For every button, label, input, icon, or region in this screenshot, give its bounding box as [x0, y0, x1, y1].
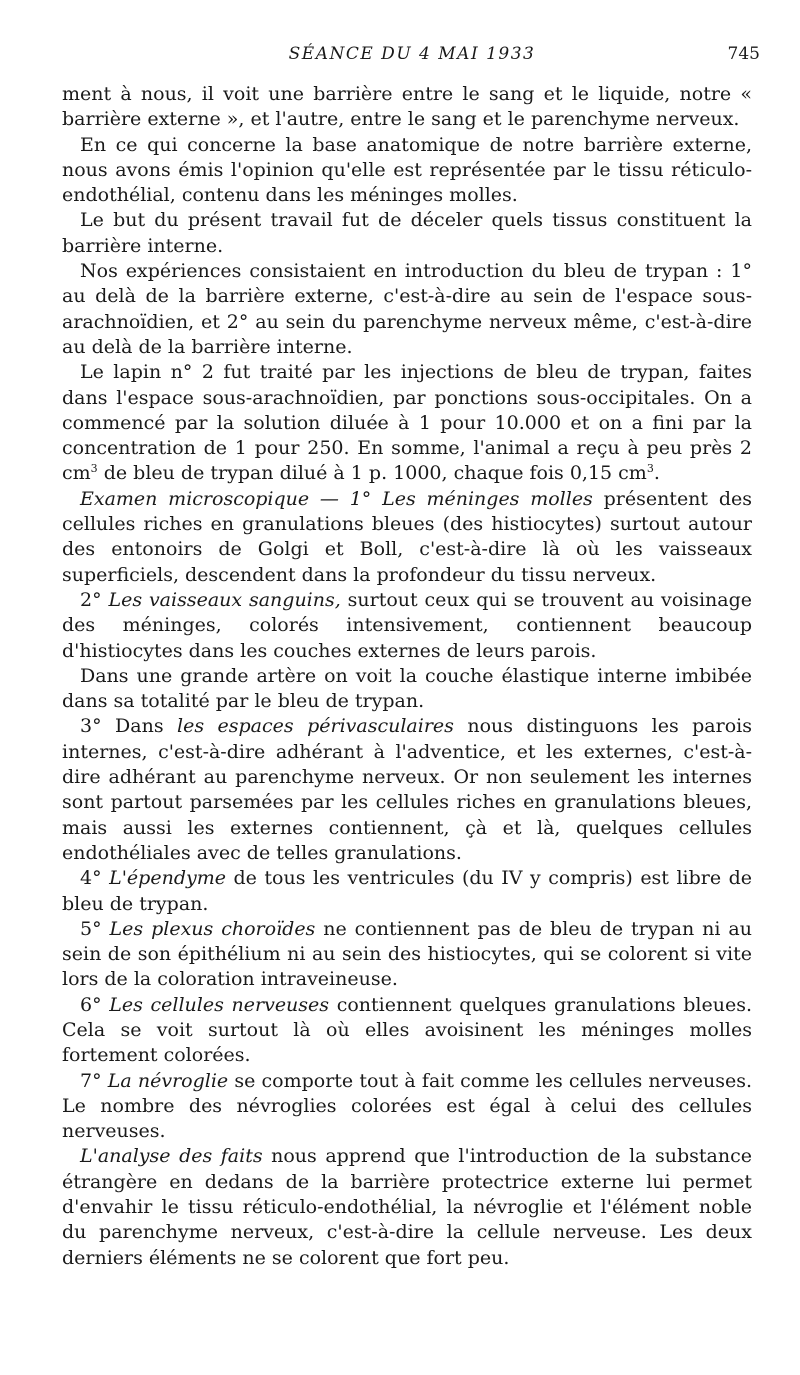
- paragraph-finding-4: [62, 866, 752, 917]
- page-number: 745: [727, 44, 760, 64]
- paragraph-text: ne contiennent pas de bleu de trypan ni au sein de son épithélium ni au sein des histiocytes, qui se colorent si vite lors de la coloration intraveineuse.: [62, 917, 752, 991]
- superscript: 3: [90, 462, 98, 476]
- running-head-title: SÉANCE DU 4 MAI 1933: [288, 44, 536, 64]
- paragraph-analysis: [62, 1144, 752, 1270]
- item-number: 4°: [80, 867, 102, 890]
- paragraph-continuation: [62, 82, 752, 133]
- body-text: [62, 82, 752, 1271]
- item-number: 2°: [80, 588, 102, 611]
- paragraph-artery: [62, 664, 752, 715]
- italic-term: Les méninges molles: [382, 487, 593, 510]
- paragraph-text: Dans: [101, 715, 178, 738]
- paragraph-text: nous distinguons les parois internes, c'est-à-dire adhérant à l'adventice, et les externes, c'est-à-dire adhérant au parenchyme nerveux. Or non seulement les internes sont partout parsemées par les cellules riches en granulations bleues, mais aussi les externes contiennent, çà et là, quelques cellules endothéliales avec de telles granulations.: [62, 715, 752, 864]
- italic-term: L'analyse des faits: [80, 1145, 263, 1168]
- item-number: 6°: [80, 993, 102, 1016]
- paragraph-text: En ce qui concerne la base anatomique de notre barrière externe, nous avons émis l'opinion qu'elle est représentée par le tissu réticulo-endothélial, contenu dans les méninges molles.: [62, 133, 752, 207]
- italic-term: Les plexus choroïdes: [109, 917, 316, 940]
- paragraph-text: surtout ceux qui se trouvent au voisinage des méninges, colorés intensivement, contiennent beaucoup d'histiocytes dans les couches externes de leurs parois.: [62, 588, 753, 662]
- paragraph-text: .: [653, 462, 660, 485]
- paragraph-text: ment à nous, il voit une barrière entre le sang et le liquide, notre « barrière externe », et l'autre, entre le sang et le parenchyme nerveux.: [62, 83, 752, 131]
- paragraph-text: Le lapin n° 2 fut traité par les injections de bleu de trypan, faites dans l'espace sous-arachnoïdien, par ponctions sous-occipitales. On a commencé par la solution diluée à 1 pour 10.000 et on a fini par la concentration de 1 pour 250. En somme, l'animal a reçu à peu près 2 cm: [62, 361, 752, 485]
- italic-term: les espaces périvasculaires: [177, 715, 454, 738]
- italic-term: Les cellules nerveuses: [109, 993, 330, 1016]
- paragraph-finding-2: [62, 588, 752, 664]
- paragraph-finding-6: [62, 993, 752, 1069]
- section-lead: Examen microscopique — 1°: [80, 487, 372, 510]
- paragraph-text: Le but du présent travail fut de déceler quels tissus constituent la barrière interne.: [62, 209, 752, 257]
- paragraph-finding-7: [62, 1069, 752, 1145]
- paragraph-text: Dans une grande artère on voit la couche élastique interne imbibée dans sa totalité par le bleu de trypan.: [62, 664, 752, 713]
- paragraph-text: de bleu de trypan dilué à 1 p. 1000, chaque fois 0,15 cm: [97, 462, 647, 485]
- superscript: 3: [646, 462, 654, 476]
- paragraph-finding-5: [62, 917, 752, 993]
- paragraph-text: nous apprend que l'introduction de la substance étrangère en dedans de la barrière protectrice externe lui permet d'envahir le tissu réticulo-endothélial, la névroglie et l'élément noble du parenchyme nerveux, c'est-à-dire la cellule nerveuse. Les deux derniers éléments ne se colorent que fort peu.: [62, 1145, 752, 1269]
- item-number: 3°: [80, 715, 102, 738]
- paragraph-text: de tous les ventricules (du IV y compris) est libre de bleu de trypan.: [62, 867, 752, 915]
- item-number: 7°: [80, 1069, 102, 1092]
- italic-term: La névroglie: [107, 1069, 229, 1092]
- running-head: [64, 44, 760, 70]
- paragraph-external-barrier: [62, 133, 752, 209]
- paragraph-text: Nos expériences consistaient en introduction du bleu de trypan : 1° au delà de la barrière externe, c'est-à-dire au sein de l'espace sous-arachnoïdien, et 2° au sein du parenchyme nerveux même, c'est-à-dire au delà de la barrière interne.: [62, 260, 752, 358]
- paragraph-aim: [62, 208, 752, 259]
- item-number: 5°: [80, 917, 102, 940]
- italic-term: L'épendyme: [109, 867, 226, 890]
- paragraph-text: présentent des cellules riches en granulations bleues (des histiocytes) surtout autour des entonoirs de Golgi et Boll, c'est-à-dire là où les vaisseaux superficiels, descendent dans la profondeur du tissu nerveux.: [62, 487, 752, 586]
- paragraph-text: se comporte tout à fait comme les cellules nerveuses. Le nombre des névroglies colorées est égal à celui des cellules nerveuses.: [62, 1069, 752, 1143]
- paragraph-rabbit: [62, 360, 752, 486]
- italic-term: Les vaisseaux sanguins,: [108, 588, 341, 611]
- paragraph-finding-3: [62, 714, 752, 866]
- paragraph-experiments: [62, 259, 752, 360]
- paragraph-finding-1: [62, 487, 752, 588]
- paragraph-text: contiennent quelques granulations bleues. Cela se voit surtout là où elles avoisinent les méninges molles fortement colorées.: [62, 993, 752, 1067]
